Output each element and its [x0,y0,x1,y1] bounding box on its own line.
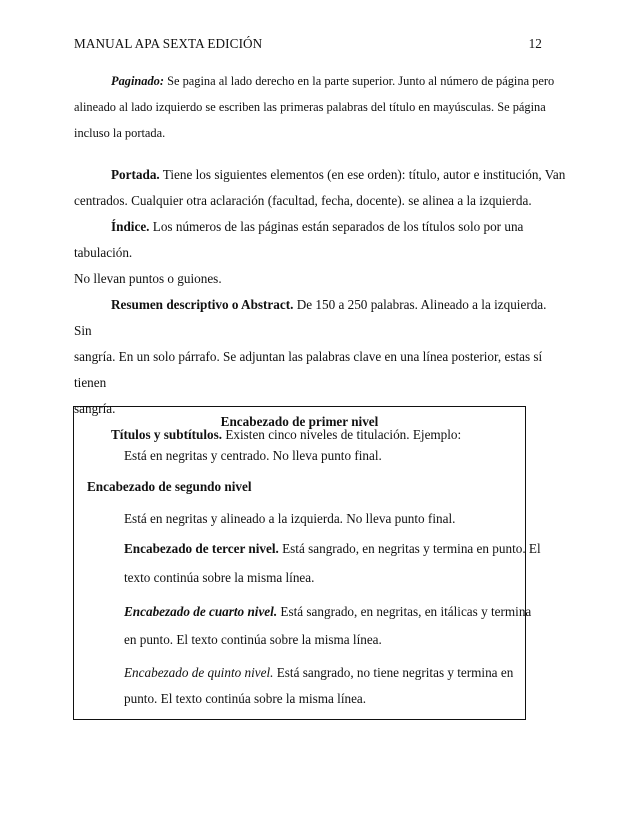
titulos-text-line1: Existen cinco niveles de titulación. Ejemplo: [222,427,462,442]
level2-description: Está en negritas y alineado a la izquierda. No lleva punto final. [124,511,456,526]
portada-text-line1: Tiene los siguientes elementos (en ese orden): título, autor e institución, Van [159,167,566,182]
heading-levels-example-box [73,406,541,720]
paragraph-resumen [74,292,566,422]
level4-description-line1: Está sangrado, en negritas, en itálicas y termina [277,604,532,619]
level5-description-line1: Está sangrado, no tiene negritas y termina en [273,665,514,680]
level3-heading: Encabezado de tercer nivel. [124,541,279,556]
level4-heading: Encabezado de cuarto nivel. [124,604,278,619]
paragraph-indice [74,214,566,292]
running-head-title: MANUAL APA SEXTA EDICIÓN [74,36,263,51]
level5-heading: Encabezado de quinto nivel. [124,665,274,680]
indice-label: Índice. [111,219,150,234]
page-number: 12 [528,36,542,51]
resumen-text-line3: sangría. [74,401,116,416]
paragraph-portada [74,162,566,214]
resumen-text-line2: sangría. En un solo párrafo. Se adjuntan las palabras clave en una línea posterior, estas sí tienen [74,349,543,390]
paginado-text-line1: Se pagina al lado derecho en la parte superior. Junto al número de página pero [164,74,555,88]
resumen-label: Resumen descriptivo o Abstract. [111,297,294,312]
level4-description-line2: en punto. El texto continúa sobre la misma línea. [124,632,382,647]
indice-text-line2: No llevan puntos o guiones. [74,271,222,286]
level3-line1 [124,540,541,558]
level5-description-line2: punto. El texto continúa sobre la misma línea. [124,691,367,706]
level4-line1 [124,603,531,621]
portada-label: Portada. [111,167,160,182]
level1-heading: Encabezado de primer nivel [220,414,379,429]
level2-heading: Encabezado de segundo nivel [87,479,252,494]
titulos-label: Títulos y subtítulos. [111,427,223,442]
level3-description-line2: texto continúa sobre la misma línea. [124,570,315,585]
body-text [74,68,566,448]
level5-line1 [124,664,513,682]
portada-text-line2: centrados. Cualquier otra aclaración (facultad, fecha, docente). se alinea a la izquierda. [74,193,532,208]
level1-description: Está en negritas y centrado. No lleva punto final. [124,448,382,463]
resumen-text-line1: De 150 a 250 palabras. Alineado a la izquierda. Sin [74,297,547,338]
running-header [74,36,542,52]
paginado-text-line2: alineado al lado izquierdo se escriben las primeras palabras del título en mayúsculas. Se página [74,100,546,114]
paginado-text-line3: incluso la portada. [74,126,166,140]
paginado-label: Paginado: [111,74,165,88]
level3-description-line1: Está sangrado, en negritas y termina en punto. El [278,541,541,556]
indice-text-line1: Los números de las páginas están separados de los títulos solo por una tabulación. [74,219,524,260]
paragraph-paginado [74,68,566,146]
